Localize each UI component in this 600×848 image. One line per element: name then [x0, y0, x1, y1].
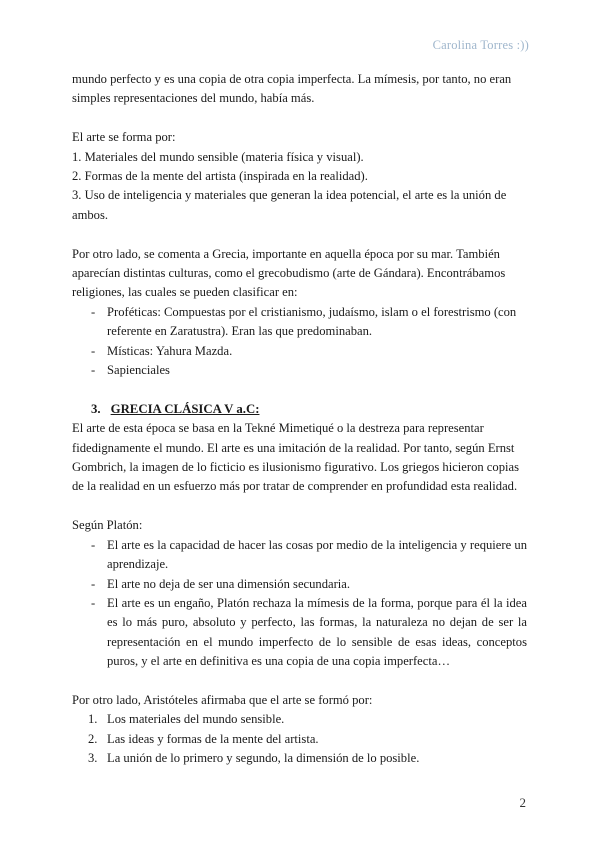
art-form-item-2: 2. Formas de la mente del artista (inspirada en la realidad).	[72, 169, 368, 184]
list-item: 1. Los materiales del mundo sensible.	[88, 712, 285, 727]
dash-marker: -	[91, 595, 96, 610]
dash-marker: -	[91, 343, 96, 358]
paragraph-mimesis: mundo perfecto y es una copia de otra copia imperfecta. La mímesis, por tanto, no eran simples representaciones del mundo, había más.	[72, 72, 512, 106]
paragraph-art-forms: El arte se forma por:	[72, 130, 176, 145]
header-author: Carolina Torres :))	[432, 38, 529, 52]
dash-marker: -	[91, 537, 96, 552]
list-item: - El arte es la capacidad de hacer las cosas por medio de la inteligencia y requiere un aprendizaje.	[91, 537, 527, 572]
dash-marker: -	[91, 363, 96, 378]
paragraph-classical-greece: El arte de esta época se basa en la Tekné Mimetiqué o la destreza para representar fidedignamente el mundo. El arte es una imitación de la realidad. Por tanto, según Ernst Gombrich, la imagen de lo ficticio es ilusionismo figurativo. Los griegos hicieron copias de la realidad en un esfuerzo más por tratar de comprender en profundidad esta realidad.	[72, 421, 519, 494]
list-item: - Místicas: Yahura Mazda.	[72, 342, 527, 361]
document-body	[72, 70, 527, 769]
art-form-item-1: 1. Materiales del mundo sensible (materia física y visual).	[72, 149, 364, 164]
paragraph-greece: Por otro lado, se comenta a Grecia, importante en aquella época por su mar. También aparecían distintas culturas, como el grecobudismo (arte de Gándara). Encontrábamos religiones, las cuales se pueden clasificar en:	[72, 246, 506, 300]
list-item: - Proféticas: Compuestas por el cristianismo, judaísmo, islam o el forestrismo (con referente en Zaratustra). Eran las que predominaban.	[91, 304, 517, 339]
list-item: - Sapienciales	[72, 361, 527, 380]
dash-marker: -	[91, 576, 96, 591]
section-title: GRECIA CLÁSICA V a.C:	[110, 401, 260, 416]
platon-label: Según Platón:	[72, 518, 143, 533]
dash-marker: -	[91, 304, 96, 319]
section-heading: 3. GRECIA CLÁSICA V a.C:	[91, 401, 260, 416]
art-form-item-3: 3. Uso de inteligencia y materiales que generan la idea potencial, el arte es la unión de ambos.	[72, 188, 507, 222]
aristoteles-label: Por otro lado, Aristóteles afirmaba que el arte se formó por:	[72, 692, 373, 707]
list-item: - El arte es un engaño, Platón rechaza la mímesis de la forma, porque para él la idea es lo más puro, absoluto y perfecto, las formas, la naturaleza no dejan de ser la representación en el mundo imperfecto de lo sensible de esas ideas, conceptos puros, y el arte en definitiva es una copia de una copia imperfecta…	[91, 595, 527, 669]
aristoteles-list	[72, 710, 527, 768]
page-number: 2	[519, 795, 526, 810]
religions-list	[72, 303, 527, 381]
list-item: - El arte no deja de ser una dimensión secundaria.	[72, 575, 527, 594]
platon-list	[72, 536, 527, 672]
list-item: 2. Las ideas y formas de la mente del artista.	[88, 731, 319, 746]
list-item: 3. La unión de lo primero y segundo, la dimensión de lo posible.	[88, 751, 420, 766]
